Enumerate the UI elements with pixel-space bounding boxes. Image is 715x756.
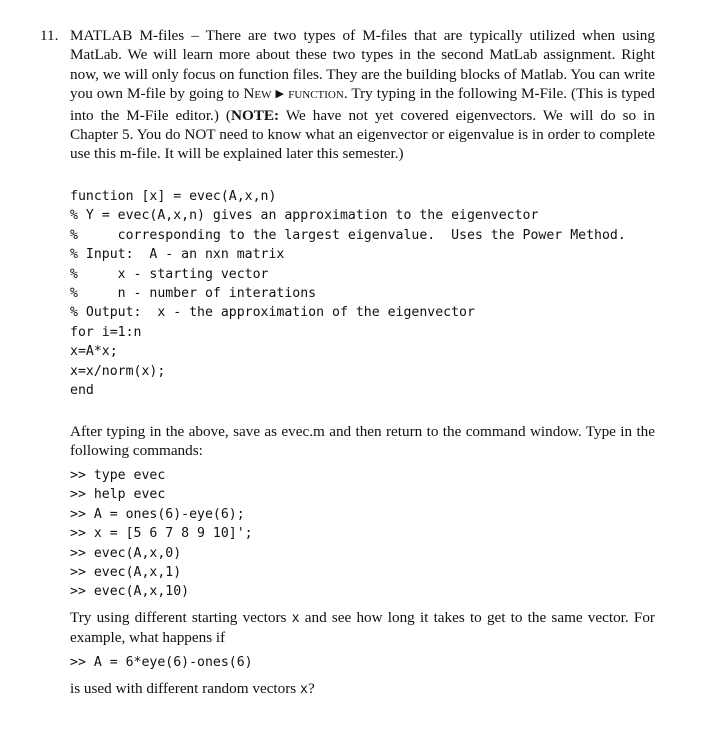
intro-text-1: MATLAB M-files – There are two types of M-files that are typically utilized when using MatLab. We will learn more about these two types in the second MatLab assignment. Right now, we will only focus on function files. They are the building blocks of Matlab. You can write you own M-file by going to: [70, 27, 655, 103]
code-line: % n - number of interations: [70, 286, 317, 302]
note-label: NOTE:: [231, 106, 280, 124]
closing-variable: x: [300, 682, 308, 697]
code-line: for i=1:n: [70, 324, 142, 340]
command-line: >> evec(A,x,0): [70, 545, 182, 561]
code-line: end: [70, 383, 94, 399]
code-line: % x - starting vector: [70, 266, 269, 282]
intro-paragraph: [70, 26, 655, 164]
triangle-arrow-icon: ▶: [275, 88, 285, 101]
closing-text-2: ?: [307, 680, 315, 697]
code-line: % corresponding to the largest eigenvalue. Uses the Power Method.: [70, 227, 626, 243]
command-line: >> evec(A,x,10): [70, 584, 190, 600]
command-line: >> x = [5 6 7 8 9 10]';: [70, 526, 253, 542]
menu-new: New: [243, 85, 272, 103]
try-text-2: and see how long it takes to get to the same vector. For example, what happens if: [70, 609, 655, 647]
code-line: % Output: x - the approximation of the eigenvector: [70, 305, 475, 321]
command-line: >> type evec: [70, 468, 166, 483]
try-paragraph: [70, 608, 655, 648]
item-number: 11.: [40, 27, 59, 44]
command-list: [70, 466, 253, 602]
code-line: % Input: A - an nxn matrix: [70, 247, 285, 263]
intro-text-2: . Try typing in the following M-File. (This is typed into the M-File editor.) (: [70, 85, 656, 124]
try-variable: x: [291, 611, 300, 626]
try-text-1: Try using different starting vectors: [70, 609, 292, 626]
code-line: x=A*x;: [70, 344, 118, 360]
menu-function: function: [288, 85, 344, 103]
code-listing: [70, 187, 626, 400]
example-command: >> A = 6*eye(6)-ones(6): [70, 655, 253, 670]
code-line: % Y = evec(A,x,n) gives an approximation to the eigenvector: [70, 208, 539, 224]
intro-text-3: We have not yet covered eigenvectors. We will do so in Chapter 5. You do NOT need to know what an eigenvector or eigenvalue is in order to complete use this m-file. It will be explained later this semester.): [70, 106, 655, 163]
closing-paragraph: [70, 679, 655, 699]
command-line: >> A = ones(6)-eye(6);: [70, 506, 245, 522]
command-line: >> evec(A,x,1): [70, 565, 182, 581]
after-paragraph: After typing in the above, save as evec.m and then return to the command window. Type in the following commands:: [70, 423, 655, 460]
command-line: >> help evec: [70, 487, 166, 503]
closing-text-1: is used with different random vectors: [70, 680, 301, 697]
code-line: function [x] = evec(A,x,n): [70, 189, 277, 204]
code-line: x=x/norm(x);: [70, 363, 166, 379]
